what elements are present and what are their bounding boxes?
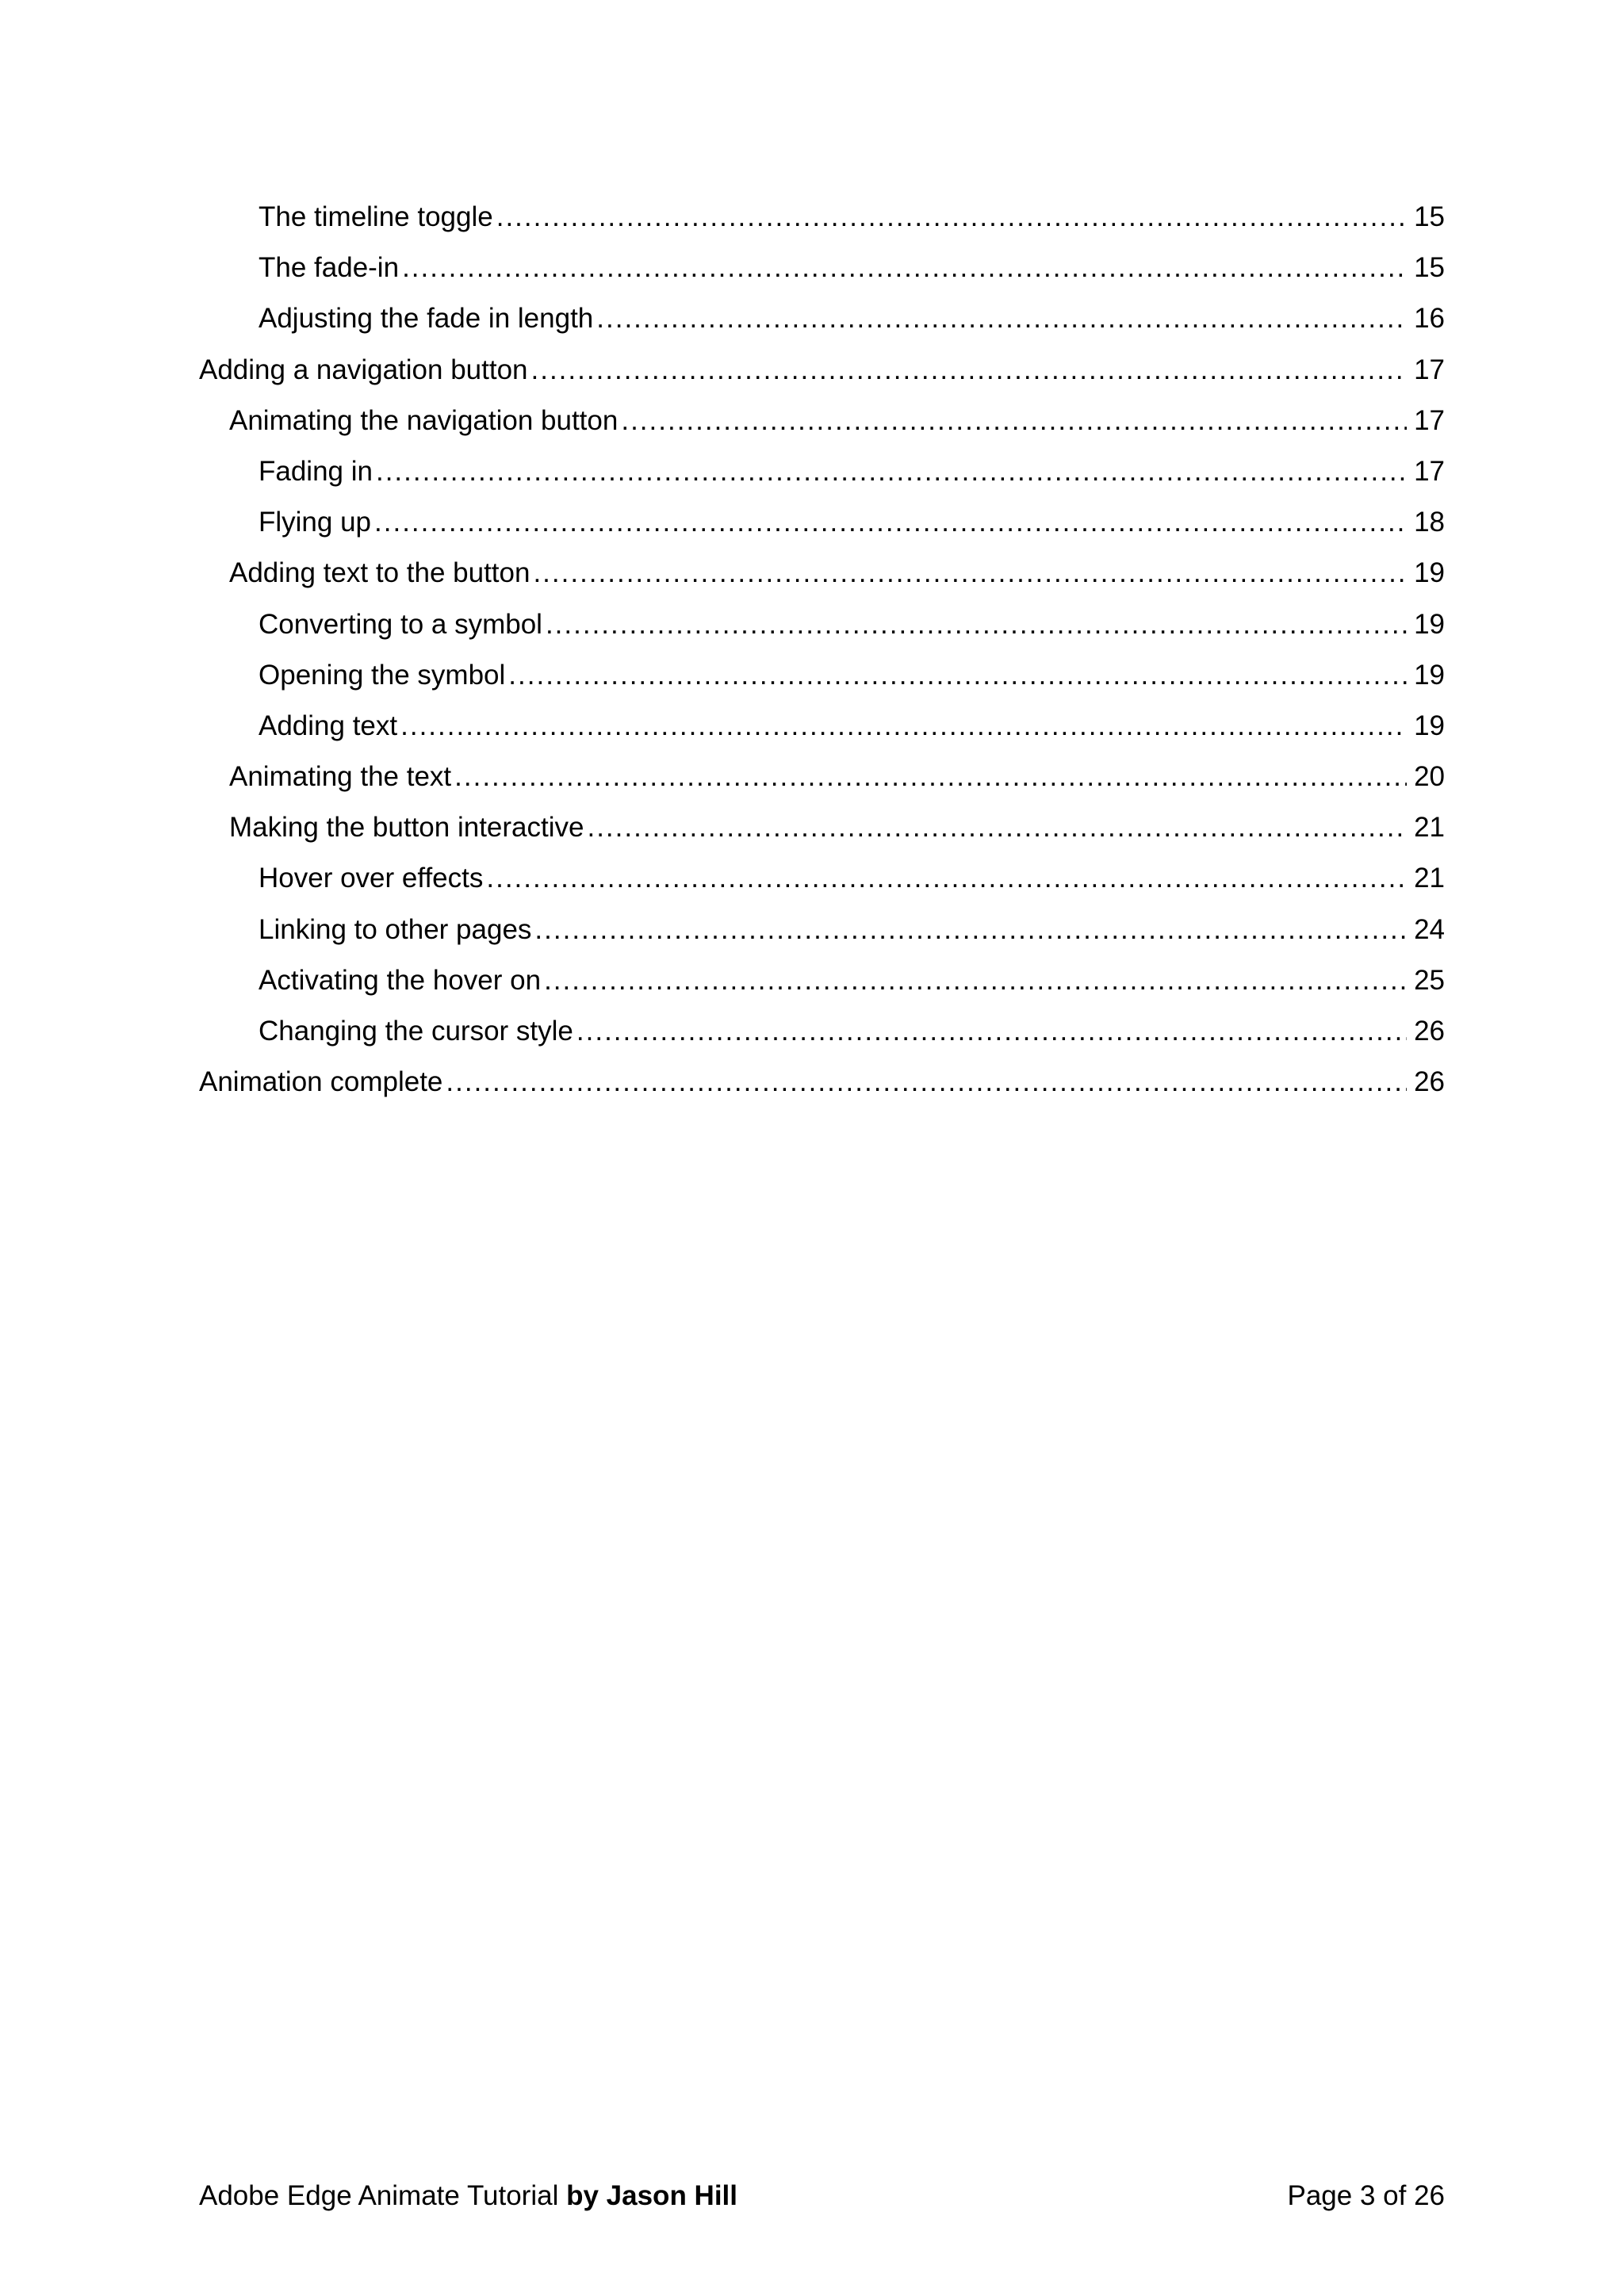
toc-entry-page: 26 — [1414, 1016, 1445, 1047]
toc-entry[interactable] — [199, 1006, 1445, 1057]
toc-entry-page: 17 — [1414, 455, 1445, 487]
toc-entry[interactable] — [199, 853, 1445, 904]
toc-entry[interactable] — [199, 905, 1445, 955]
toc-entry-title: Making the button interactive — [229, 812, 584, 844]
toc-entry[interactable] — [199, 293, 1445, 344]
toc-entry-page: 16 — [1414, 303, 1445, 335]
footer-left — [199, 2177, 737, 2215]
toc-dot-leader — [576, 1006, 1407, 1057]
toc-dot-leader — [534, 905, 1407, 955]
toc-entry-title: The fade-in — [259, 252, 400, 284]
toc-entry[interactable] — [199, 802, 1445, 853]
toc-dot-leader — [400, 701, 1407, 752]
toc-entry-page: 19 — [1414, 659, 1445, 691]
toc-entry-page: 21 — [1414, 863, 1445, 894]
toc-entry[interactable] — [199, 752, 1445, 802]
toc-entry-page: 17 — [1414, 354, 1445, 385]
toc-entry-page: 19 — [1414, 710, 1445, 741]
toc-entry-title: Adjusting the fade in length — [259, 303, 594, 335]
toc-entry[interactable] — [199, 955, 1445, 1006]
toc-entry-title: Linking to other pages — [259, 913, 532, 945]
toc-entry-page: 18 — [1414, 507, 1445, 538]
toc-entry-title: Flying up — [259, 507, 372, 538]
toc-entry-title: Adding text — [259, 710, 398, 741]
toc-dot-leader — [376, 446, 1407, 497]
toc-entry[interactable] — [199, 396, 1445, 446]
toc-dot-leader — [596, 293, 1407, 344]
toc-entry[interactable] — [199, 446, 1445, 497]
toc-dot-leader — [454, 752, 1407, 802]
toc-entry-page: 26 — [1414, 1066, 1445, 1098]
toc-entry[interactable] — [199, 243, 1445, 293]
toc-entry-title: Animation complete — [199, 1066, 443, 1098]
toc-entry[interactable] — [199, 192, 1445, 243]
toc-dot-leader — [446, 1057, 1407, 1108]
toc-entry-title: Animating the navigation button — [229, 404, 619, 436]
toc-entry-title: Fading in — [259, 455, 373, 487]
footer-page-number: Page 3 of 26 — [1287, 2180, 1445, 2211]
toc-entry-page: 15 — [1414, 252, 1445, 284]
toc-entry[interactable] — [199, 1057, 1445, 1108]
toc-dot-leader — [533, 548, 1407, 599]
toc-entry-title: Adding a navigation button — [199, 354, 528, 385]
page-footer — [199, 2177, 1445, 2215]
toc-entry-page: 19 — [1414, 608, 1445, 640]
toc-entry[interactable] — [199, 548, 1445, 599]
toc-dot-leader — [508, 650, 1407, 701]
toc-entry[interactable] — [199, 497, 1445, 548]
toc-entry-page: 15 — [1414, 201, 1445, 232]
toc-entry-page: 20 — [1414, 761, 1445, 793]
toc-entry[interactable] — [199, 650, 1445, 701]
toc-entry[interactable] — [199, 701, 1445, 752]
toc-dot-leader — [402, 243, 1407, 293]
toc-entry-page: 25 — [1414, 964, 1445, 996]
toc-entry-title: Hover over effects — [259, 863, 484, 894]
toc-dot-leader — [544, 955, 1407, 1006]
toc-dot-leader — [374, 497, 1407, 548]
toc-entry-title: Changing the cursor style — [259, 1016, 573, 1047]
toc-entry[interactable] — [199, 599, 1445, 650]
toc-entry-title: Opening the symbol — [259, 659, 506, 691]
toc-entry[interactable] — [199, 345, 1445, 396]
footer-doc-title: Adobe Edge Animate Tutorial — [199, 2180, 559, 2211]
toc-dot-leader — [496, 192, 1407, 243]
toc-entry-page: 24 — [1414, 913, 1445, 945]
toc-dot-leader — [531, 345, 1408, 396]
toc-entry-page: 21 — [1414, 812, 1445, 844]
table-of-contents — [199, 192, 1445, 1108]
toc-entry-title: The timeline toggle — [259, 201, 493, 232]
toc-dot-leader — [621, 396, 1407, 446]
footer-author: by Jason Hill — [566, 2180, 737, 2211]
toc-dot-leader — [546, 599, 1407, 650]
toc-dot-leader — [486, 853, 1407, 904]
toc-entry-title: Animating the text — [229, 761, 452, 793]
toc-entry-title: Adding text to the button — [229, 557, 530, 589]
toc-entry-page: 17 — [1414, 404, 1445, 436]
toc-entry-page: 19 — [1414, 557, 1445, 589]
toc-entry-title: Converting to a symbol — [259, 608, 542, 640]
toc-entry-title: Activating the hover on — [259, 964, 542, 996]
toc-dot-leader — [587, 802, 1407, 853]
